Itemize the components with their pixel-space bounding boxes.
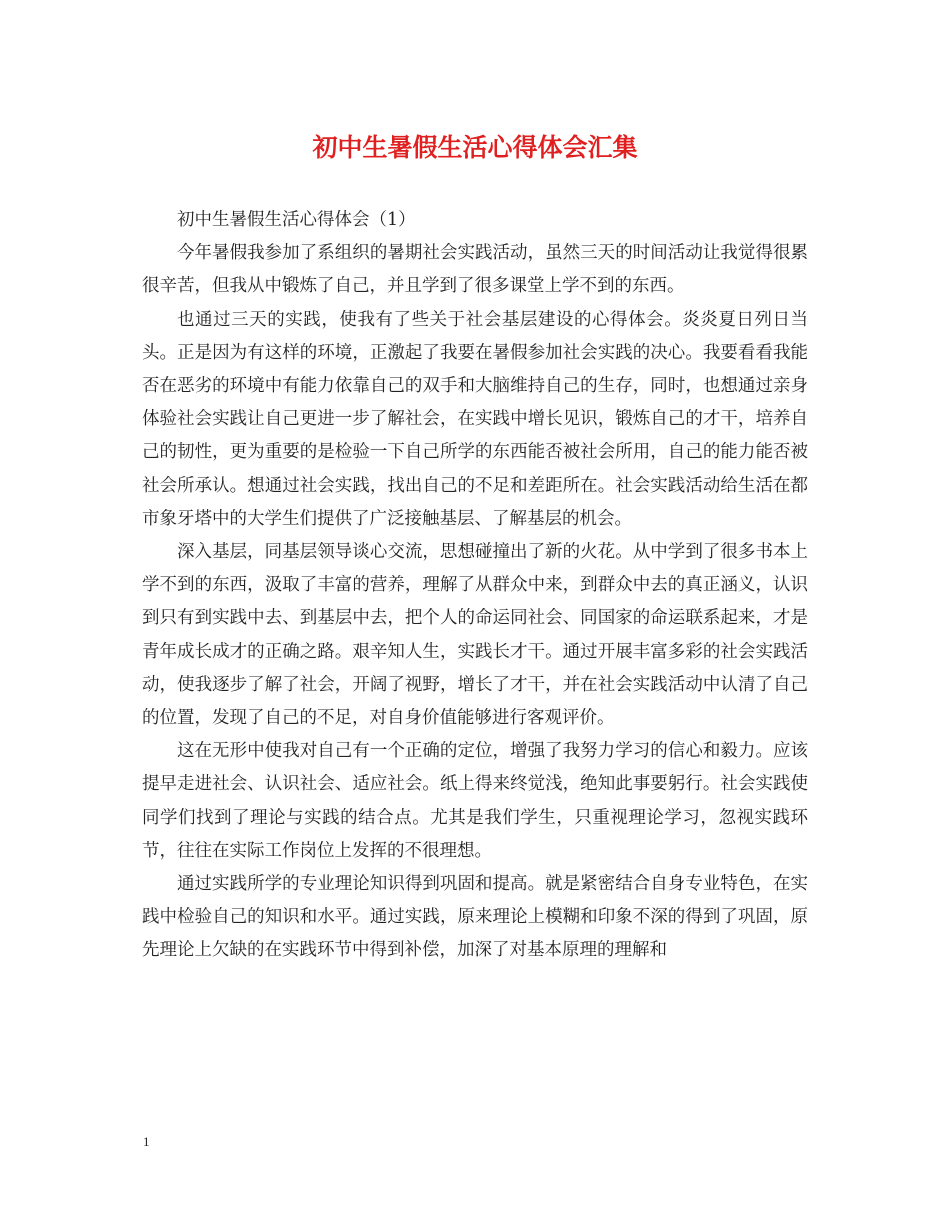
paragraph: 这在无形中使我对自己有一个正确的定位，增强了我努力学习的信心和毅力。应该提早走进社会、认识社会、适应社会。纸上得来终觉浅，绝知此事要躬行。社会实践使同学们找到了理论与实践的结合点。尤其是我们学生，只重视理论学习，忽视实践环节，往往在实际工作岗位上发挥的不很理想。 — [142, 741, 808, 861]
document-body — [142, 204, 808, 968]
paragraph: 今年暑假我参加了系组织的暑期社会实践活动，虽然三天的时间活动让我觉得很累很辛苦，但我从中锻炼了自己，并且学到了很多课堂上学不到的东西。 — [142, 243, 808, 297]
section-heading: 初中生暑假生活心得体会（1） — [177, 210, 416, 230]
page-number: 1 — [143, 1134, 150, 1149]
paragraph: 也通过三天的实践，使我有了些关于社会基层建设的心得体会。炎炎夏日列日当头。正是因为有这样的环境，正激起了我要在暑假参加社会实践的决心。我要看看我能否在恶劣的环境中有能力依靠自己的双手和大脑维持自己的生存，同时，也想通过亲身体验社会实践让自己更进一步了解社会，在实践中增长见识，锻炼自己的才干，培养自己的韧性，更为重要的是检验一下自己所学的东西能否被社会所用，自己的能力能否被社会所承认。想通过社会实践，找出自己的不足和差距所在。社会实践活动给生活在都市象牙塔中的大学生们提供了广泛接触基层、了解基层的机会。 — [142, 309, 808, 529]
paragraph: 通过实践所学的专业理论知识得到巩固和提高。就是紧密结合自身专业特色，在实践中检验自己的知识和水平。通过实践，原来理论上模糊和印象不深的得到了巩固，原先理论上欠缺的在实践环节中得到补偿，加深了对基本原理的理解和 — [142, 874, 808, 961]
paragraph: 深入基层，同基层领导谈心交流，思想碰撞出了新的火花。从中学到了很多书本上学不到的东西，汲取了丰富的营养，理解了从群众中来，到群众中去的真正涵义，认识到只有到实践中去、到基层中去，把个人的命运同社会、同国家的命运联系起来，才是青年成长成才的正确之路。艰辛知人生，实践长才干。通过开展丰富多彩的社会实践活动，使我逐步了解了社会，开阔了视野，增长了才干，并在社会实践活动中认清了自己的位置，发现了自己的不足，对自身价值能够进行客观评价。 — [142, 542, 808, 729]
document-title: 初中生暑假生活心得体会汇集 — [312, 133, 638, 162]
